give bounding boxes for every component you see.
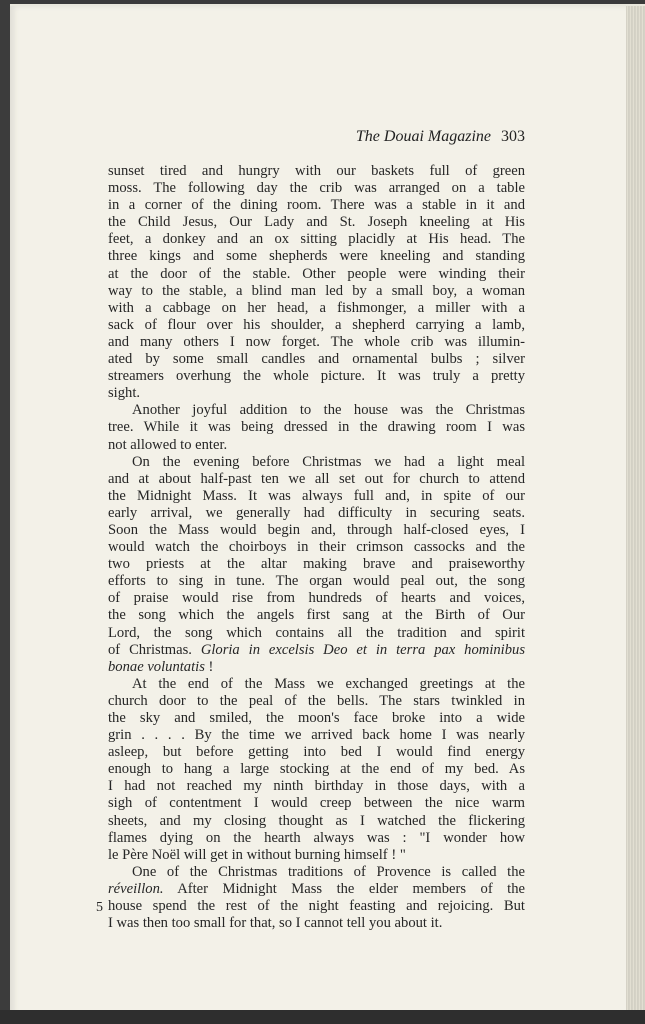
text-line: streamers overhung the whole picture. It was truly a pretty <box>108 368 525 385</box>
text-line: At the end of the Mass we exchanged greetings at the <box>132 675 525 692</box>
text-line: One of the Christmas traditions of Provence is called the <box>132 863 525 880</box>
text-line: the Child Jesus, Our Lady and St. Joseph kneeling at His <box>108 214 525 231</box>
text-line: sigh of contentment I would creep between the nice warm <box>108 795 525 812</box>
text-line: bonae voluntatis ! <box>108 658 214 675</box>
scan-border-left <box>0 0 10 1024</box>
text-line: tree. While it was being dressed in the drawing room I was <box>108 419 525 436</box>
page-edges <box>626 6 645 1016</box>
text-line: feet, a donkey and an ox sitting placidly at His head. The <box>108 231 525 248</box>
scan-border-bottom <box>0 1010 645 1024</box>
text-line: house spend the rest of the night feasting and rejoicing. But <box>108 898 525 915</box>
text-line: efforts to sing in tune. The organ would peal out, the song <box>108 573 525 590</box>
text-line: in a corner of the dining room. There was a stable in it and <box>108 197 525 214</box>
text-line: Lord, the song which contains all the tradition and spirit <box>108 624 525 641</box>
text-line: of Christmas. Gloria in excelsis Deo et in terra pax hominibus <box>108 641 525 658</box>
italic-phrase: réveillon. <box>108 880 164 897</box>
body-text <box>108 163 525 932</box>
text-line: church door to the peal of the bells. The stars twinkled in <box>108 692 525 709</box>
text-line: two priests at the altar making brave and praiseworthy <box>108 556 525 573</box>
text-line: and many others I now forget. The whole crib was illumin- <box>108 333 525 350</box>
italic-phrase: bonae voluntatis <box>108 658 205 675</box>
text-line: Soon the Mass would begin and, through half-closed eyes, I <box>108 521 525 538</box>
text-line: with a cabbage on her head, a fishmonger, a miller with a <box>108 299 525 316</box>
text-line: sight. <box>108 385 141 402</box>
text-line: On the evening before Christmas we had a light meal <box>132 453 525 470</box>
text-line: the song which the angels first sang at the Birth of Our <box>108 607 525 624</box>
text-line: sheets, and my closing thought as I watched the flickering <box>108 812 525 829</box>
text-line: of praise would rise from hundreds of hearts and voices, <box>108 590 525 607</box>
text-line: three kings and some shepherds were kneeling and standing <box>108 248 525 265</box>
text-line: enough to hang a large stocking at the end of my bed. As <box>108 761 525 778</box>
text-line: I had not reached my ninth birthday in those days, with a <box>108 778 525 795</box>
text-line: I was then too small for that, so I cannot tell you about it. <box>108 915 443 932</box>
text-line: at the door of the stable. Other people were winding their <box>108 265 525 282</box>
text-line: sack of flour over his shoulder, a shepherd carrying a lamb, <box>108 316 525 333</box>
signature-mark: 5 <box>96 900 103 915</box>
text-line: flames dying on the hearth always was : "I wonder how <box>108 829 525 846</box>
text-line: the sky and smiled, the moon's face broke into a wide <box>108 710 525 726</box>
text-line: réveillon. After Midnight Mass the elder members of the <box>108 880 525 897</box>
italic-phrase: Gloria in excelsis Deo et in terra pax hominibus <box>200 641 525 658</box>
text-line: asleep, but before getting into bed I would find energy <box>108 744 525 761</box>
text-line: grin . . . . By the time we arrived back home I was nearly <box>108 727 525 744</box>
text-line: Another joyful addition to the house was the Christmas <box>132 402 525 419</box>
text-line: moss. The following day the crib was arranged on a table <box>108 180 525 197</box>
text-line: sunset tired and hungry with our baskets full of green <box>108 163 525 179</box>
text-line: and at about half-past ten we all set out for church to attend <box>108 470 525 487</box>
text-line: way to the stable, a blind man led by a small boy, a woman <box>108 282 525 299</box>
text-line: early arrival, we generally had difficulty in securing seats. <box>108 504 525 521</box>
text-line: not allowed to enter. <box>108 436 228 453</box>
text-line: le Père Noël will get in without burning himself ! " <box>108 846 406 863</box>
text-line: ated by some small candles and ornamental bulbs ; silver <box>108 351 525 368</box>
text-line: would watch the choirboys in their crimson cassocks and the <box>108 539 525 556</box>
text-line: the Midnight Mass. It was always full and, in spite of our <box>108 487 525 504</box>
page-number: 303 <box>501 128 525 145</box>
running-header <box>300 128 525 146</box>
running-title: The Douai Magazine <box>355 128 491 145</box>
